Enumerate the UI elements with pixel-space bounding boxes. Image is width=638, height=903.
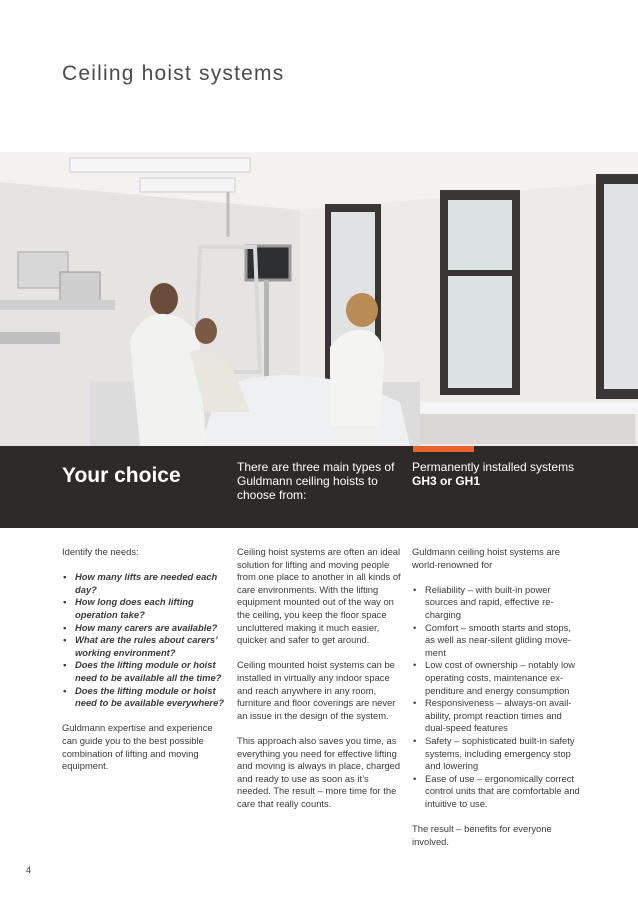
band-option [412,460,582,488]
features-outro: The result – benefits for everyone involved. [412,823,552,847]
list-item: • How many carers are available? [62,622,230,635]
description-paragraph: Ceiling mounted hoist systems can be installed in virtually any indoor space and reach anywhere in any room, furniture and floor coverings are never an issue in the design of the system. [237,659,396,721]
hospital-room-photo [0,152,638,446]
description-paragraph: Ceiling hoist systems are often an ideal solution for lifting and moving people from one place to another in all kinds of care environments. With the lifting equipment mounted out of the way on the ceiling, you keep the floor space uncluttered making it much easier, quicker and safer to get around. [237,546,401,646]
list-item: • Safety – sophisticated built-in safety systems, including emergency stop and lowering [412,735,582,773]
features-list [412,584,582,811]
needs-question-list [62,571,230,710]
features-column [412,546,582,861]
page-title: Ceiling hoist systems [62,62,285,86]
needs-intro: Identify the needs: [62,546,139,557]
your-choice-heading: Your choice [62,464,181,487]
band-intro-text: There are three main types of Guldmann ceiling hoists to choose from: [237,460,395,502]
list-item: • Comfort – smooth starts and stops, as well as near-silent gliding move-ment [412,622,582,660]
list-item: • Low cost of ownership – notably low operating costs, maintenance ex-penditure and energy consumption [412,659,582,697]
option-models: GH3 or GH1 [412,474,481,488]
list-item: • Does the lifting module or hoist need to be available everywhere? [62,685,230,710]
list-item: • Ease of use – ergonomically correct control units that are comfortable and intuitive to use. [412,773,582,811]
list-item: • How long does each lifting operation take? [62,596,230,621]
orange-accent-tab [413,446,474,452]
needs-outro: Guldmann expertise and experience can guide you to the best possible combination of lifting and moving equipment. [62,722,213,772]
list-item: • How many lifts are needed each day? [62,571,230,596]
list-item: • Responsiveness – always-on avail-ability, prompt reaction times and dual-speed features [412,697,582,735]
list-item: • Does the lifting module or hoist need to be available all the time? [62,659,230,684]
description-paragraph: This approach also saves you time, as everything you need for effective lifting and moving is always in place, charged and ready to use as soon as it’s needed. The result – more time for the care that really counts. [237,734,401,809]
features-intro: Guldmann ceiling hoist systems are world-renowned for [412,546,560,570]
list-item: • Reliability – with built-in power sources and rapid, effective re-charging [412,584,582,622]
description-column [237,546,405,823]
needs-column [62,546,230,785]
list-item: • What are the rules about carers’ working environment? [62,634,230,659]
page-number: 4 [26,865,32,875]
option-title: Permanently installed systems [412,460,575,474]
